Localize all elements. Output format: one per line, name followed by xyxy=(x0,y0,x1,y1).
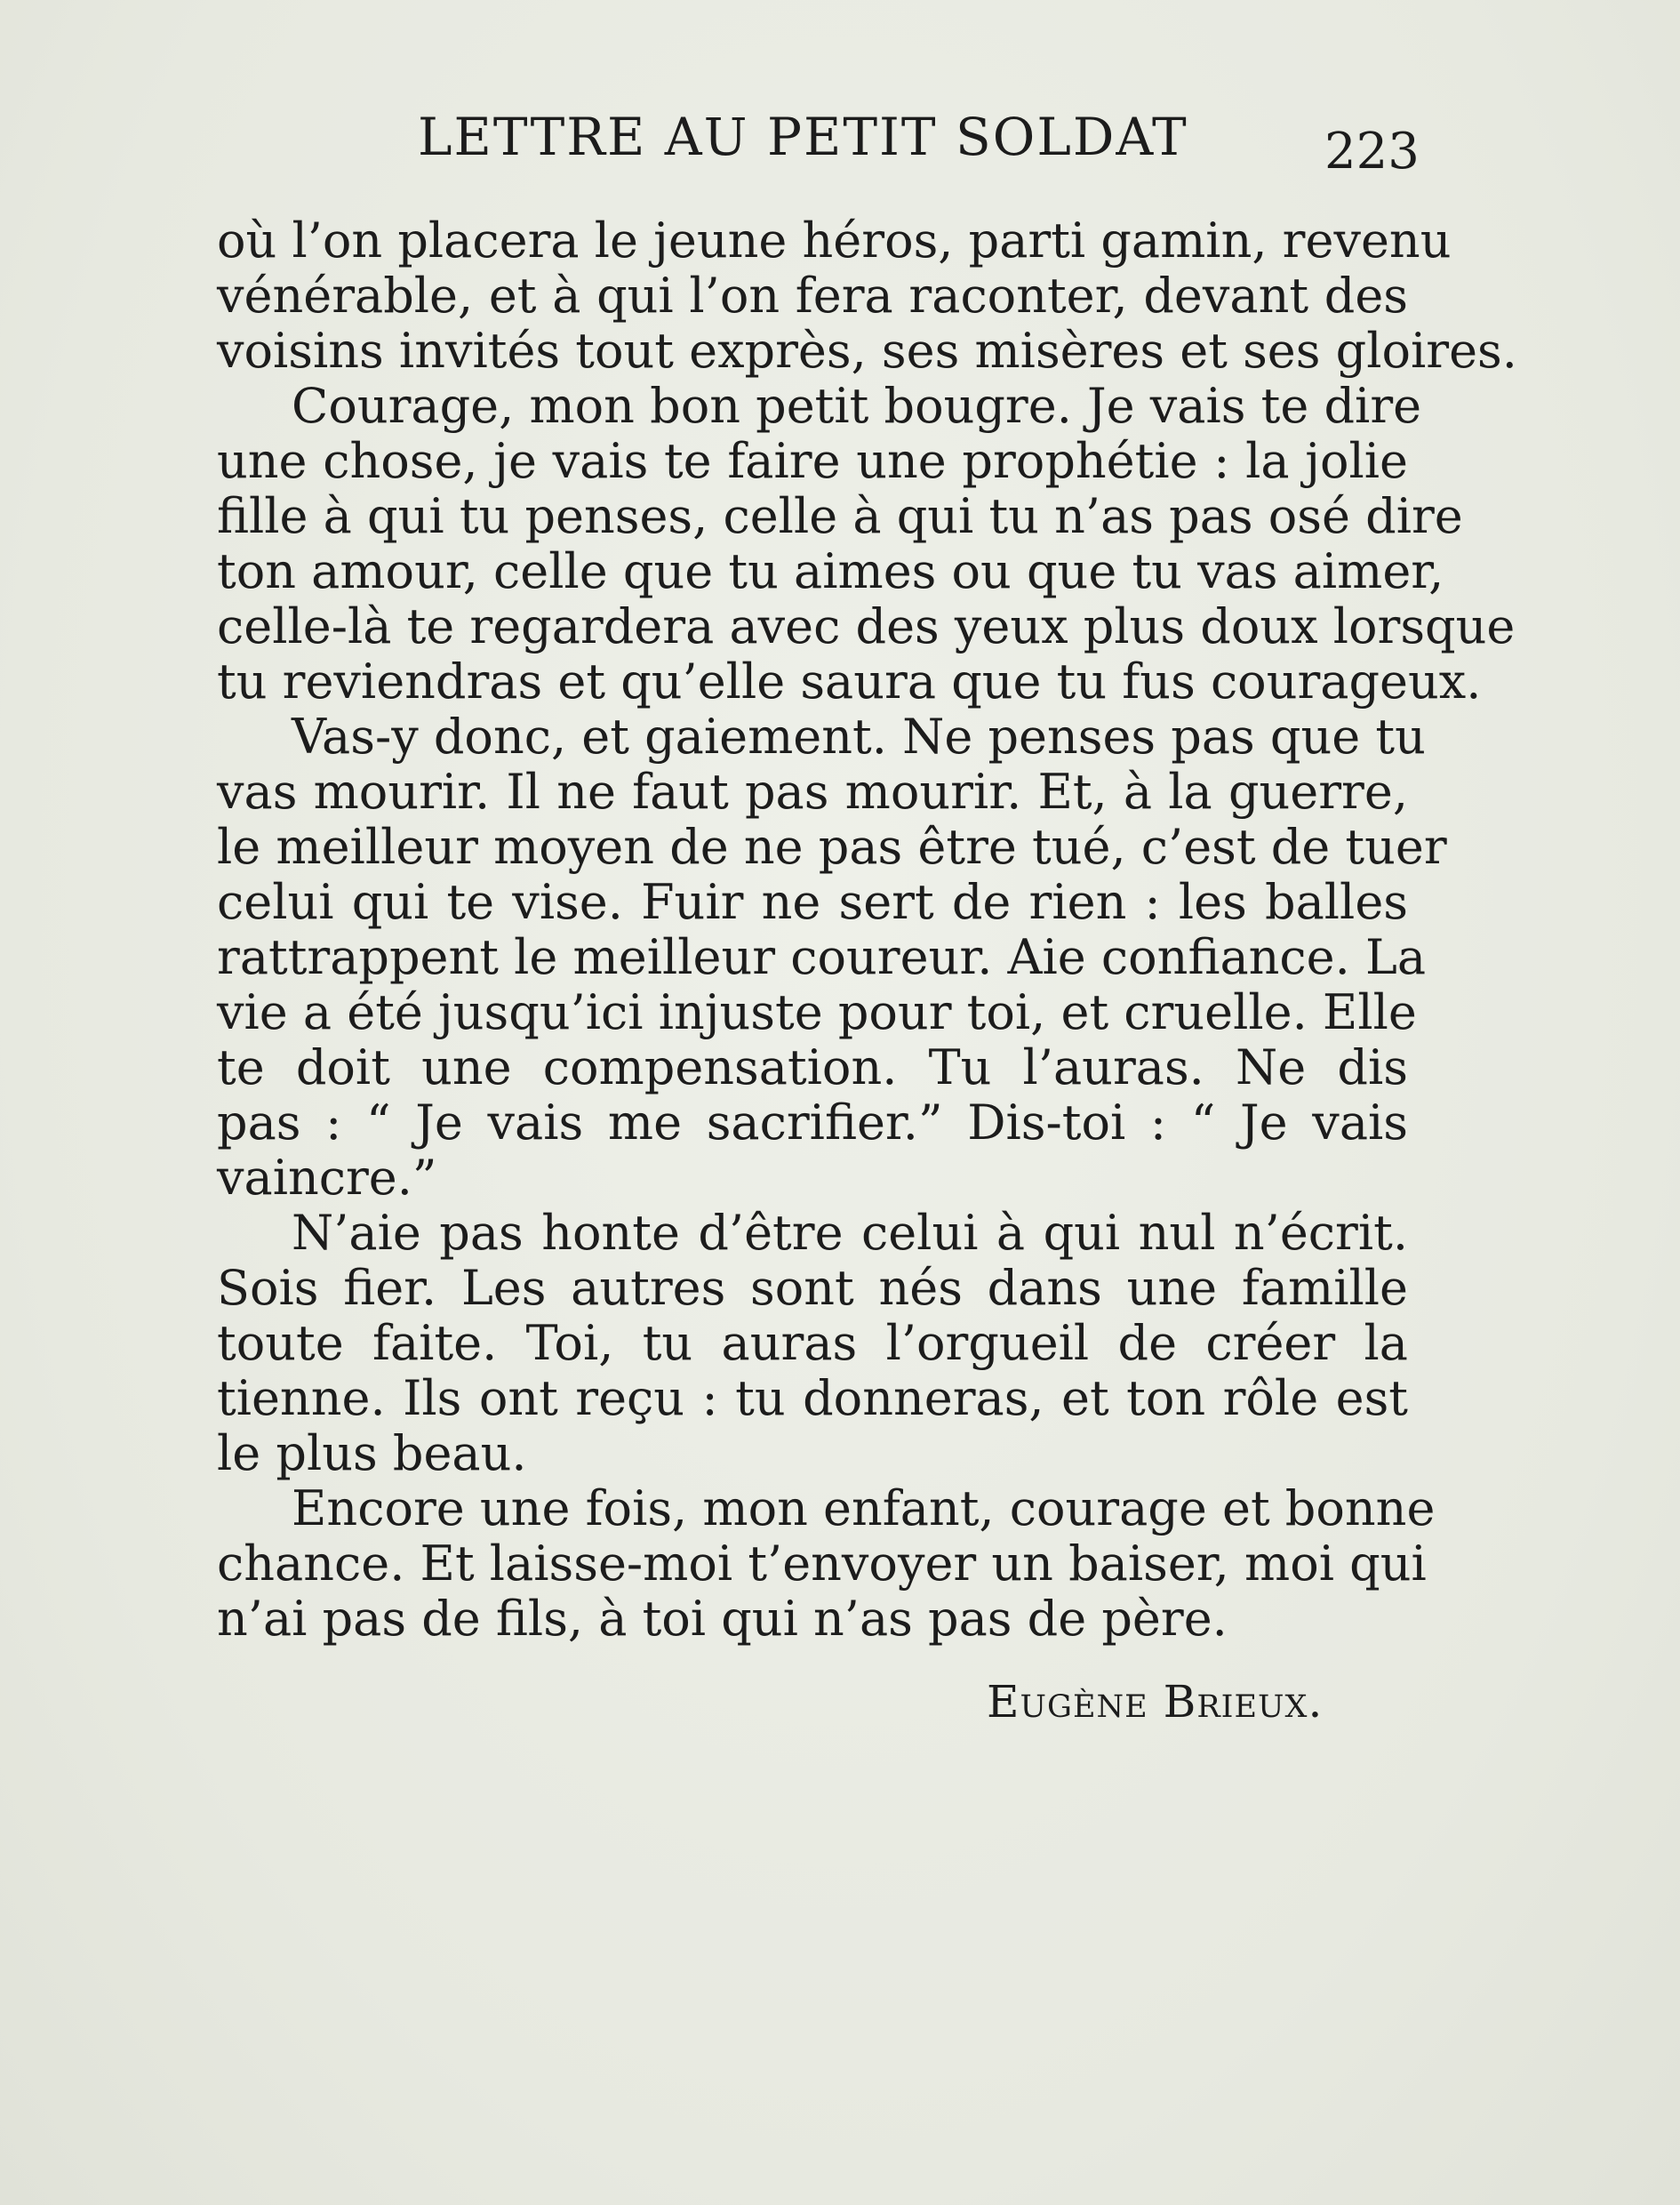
text-line: Encore une fois, mon enfant, courage et bonne xyxy=(292,1480,1436,1536)
text-line: ton amour, celle que tu aimes ou que tu vas aimer, xyxy=(217,543,1444,599)
text-line: toute faite. Toi, tu auras l’orgueil de créer la xyxy=(217,1315,1408,1371)
letter-text xyxy=(217,212,1517,1647)
text-line: rattrappent le meilleur coureur. Aie confiance. La xyxy=(217,929,1427,985)
signature: Eugène Brieux. xyxy=(987,1676,1324,1728)
text-line: n’ai pas de fils, à toi qui n’as pas de père. xyxy=(217,1591,1228,1647)
running-title: LETTRE AU PETIT SOLDAT xyxy=(418,107,1188,167)
text-line: chance. Et laisse-moi t’envoyer un baiser, moi qui xyxy=(217,1535,1427,1592)
text-line: vas mourir. Il ne faut pas mourir. Et, à la guerre, xyxy=(217,764,1408,820)
text-line: N’aie pas honte d’être celui à qui nul n’écrit. xyxy=(292,1205,1408,1261)
text-line: voisins invités tout exprès, ses misères et ses gloires. xyxy=(217,323,1517,379)
text-line: le meilleur moyen de ne pas être tué, c’est de tuer xyxy=(217,819,1447,875)
text-line: Courage, mon bon petit bougre. Je vais te dire xyxy=(292,378,1422,434)
text-line: fille à qui tu penses, celle à qui tu n’as pas osé dire xyxy=(217,488,1463,544)
text-line: celle-là te regardera avec des yeux plus doux lorsque xyxy=(217,598,1516,654)
text-line: tienne. Ils ont reçu : tu donneras, et ton rôle est xyxy=(217,1370,1408,1426)
text-line: celui qui te vise. Fuir ne sert de rien : les balles xyxy=(217,874,1408,930)
text-line: où l’on placera le jeune héros, parti gamin, revenu xyxy=(217,212,1452,269)
text-line: pas : “ Je vais me sacrifier.” Dis-toi : “ Je vais xyxy=(217,1094,1408,1151)
text-line: vénérable, et à qui l’on fera raconter, devant des xyxy=(217,268,1408,324)
text-line: vaincre.” xyxy=(217,1150,437,1206)
text-line: vie a été jusqu’ici injuste pour toi, et cruelle. Elle xyxy=(217,984,1417,1040)
text-line: tu reviendras et qu’elle saura que tu fus courageux. xyxy=(217,653,1482,710)
page-number: 223 xyxy=(1324,123,1420,180)
text-line: Vas-y donc, et gaiement. Ne penses pas que tu xyxy=(292,709,1426,765)
text-line: te doit une compensation. Tu l’auras. Ne dis xyxy=(217,1039,1408,1095)
text-line: le plus beau. xyxy=(217,1425,527,1481)
text-line: une chose, je vais te faire une prophétie : la jolie xyxy=(217,433,1408,489)
text-line: Sois fier. Les autres sont nés dans une famille xyxy=(217,1260,1408,1316)
